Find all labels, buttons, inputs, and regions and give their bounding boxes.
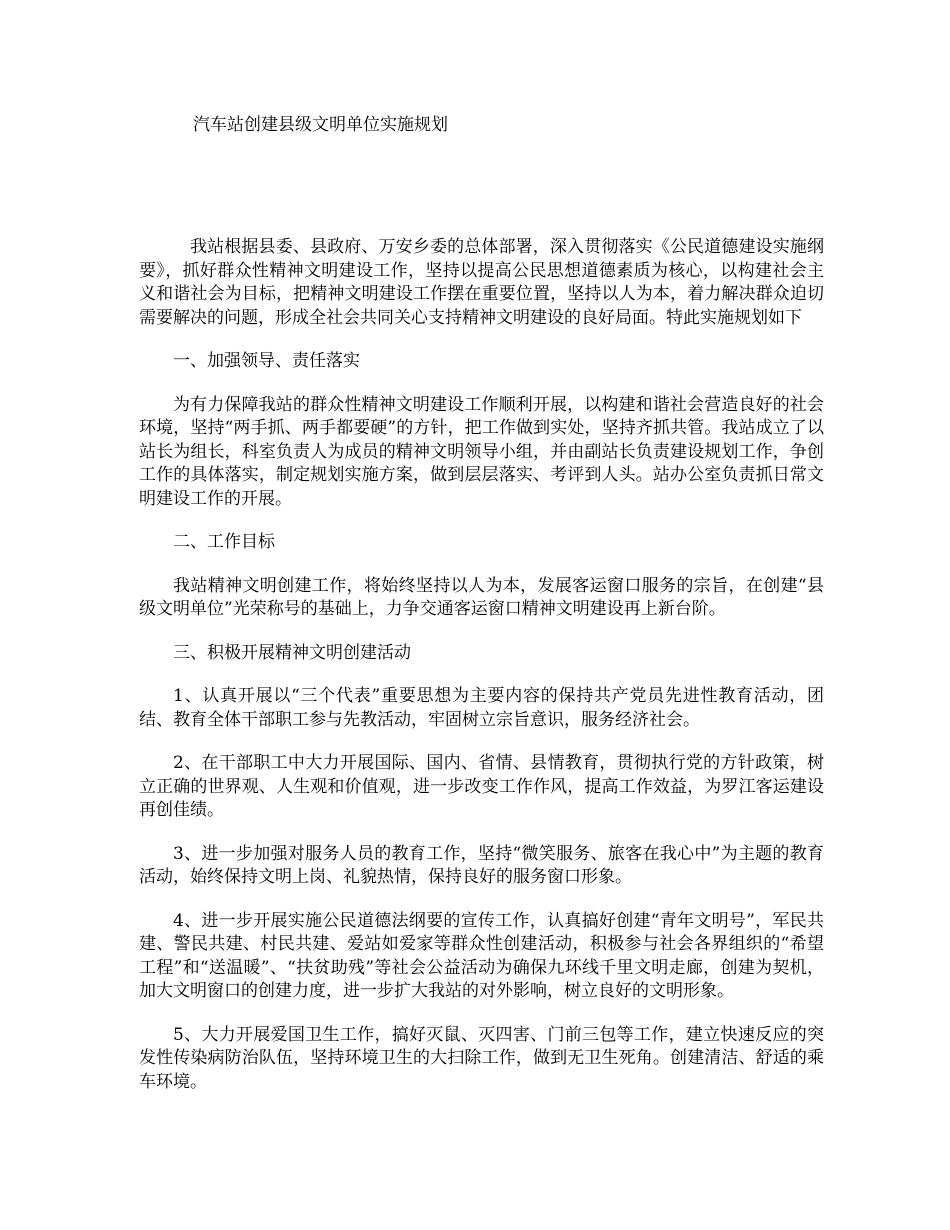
section-1-paragraph-1: 为有力保障我站的群众性精神文明建设工作顺利开展，以构建和谐社会营造良好的社会环境，坚持“两手抓、两手都要硬”的方针，把工作做到实处，坚持齐抓共管。我站成立了以站长为组长，科室负责人为成员的精神文明领导小组，并由副站长负责建设规划工作，争创工作的具体落实，制定规划实施方案，做到层层落实、考评到人头。站办公室负责抓日常文明建设工作的开展。 xyxy=(139,394,824,509)
section-3-item-4: 4、进一步开展实施公民道德法纲要的宣传工作，认真搞好创建“青年文明号”，军民共建、警民共建、村民共建、爱站如爱家等群众性创建活动，积极参与社会各界组织的“希望工程”和“送温暖”、“扶贫助残”等社会公益活动为确保九环线千里文明走廊，创建为契机，加大文明窗口的创建力度，进一步扩大我站的对外影响，树立良好的文明形象。 xyxy=(139,910,824,1001)
document-title: 汽车站创建县级文明单位实施规划 xyxy=(193,115,448,135)
section-2-paragraph-1: 我站精神文明创建工作，将始终坚持以人为本，发展客运窗口服务的宗旨，在创建“县级文明单位”光荣称号的基础上，力争交通客运窗口精神文明建设再上新台阶。 xyxy=(139,575,824,619)
section-3-item-5: 5、大力开展爱国卫生工作，搞好灭鼠、灭四害、门前三包等工作，建立快速反应的突发性传染病防治队伍，坚持环境卫生的大扫除工作，做到无卫生死角。创建清洁、舒适的乘车环境。 xyxy=(139,1024,824,1092)
section-heading-2: 二、工作目标 xyxy=(173,532,275,552)
section-3-item-3: 3、进一步加强对服务人员的教育工作，坚持“微笑服务、旅客在我心中”为主题的教育活动，始终保持文明上岗、礼貌热情，保持良好的服务窗口形象。 xyxy=(139,843,824,887)
section-3-item-1: 1、认真开展以“三个代表”重要思想为主要内容的保持共产党员先进性教育活动，团结、教育全体干部职工参与先教活动，牢固树立宗旨意识，服务经济社会。 xyxy=(139,686,824,730)
document-body xyxy=(139,236,824,1114)
intro-paragraph: 我站根据县委、县政府、万安乡委的总体部署，深入贯彻落实《公民道德建设实施纲要》，抓好群众性精神文明建设工作，坚持以提高公民思想道德素质为核心，以构建社会主义和谐社会为目标，把精神文明建设工作摆在重要位置，坚持以人为本，着力解决群众迫切需要解决的问题，形成全社会共同关心支持精神文明建设的良好局面。特此实施规划如下 xyxy=(139,237,824,328)
section-3-item-2: 2、在干部职工中大力开展国际、国内、省情、县情教育，贯彻执行党的方针政策，树立正确的世界观、人生观和价值观，进一步改变工作作风，提高工作效益，为罗江客运建设再创佳绩。 xyxy=(139,753,824,820)
section-heading-3: 三、积极开展精神文明创建活动 xyxy=(173,642,411,663)
section-heading-1: 一、加强领导、责任落实 xyxy=(173,351,360,371)
